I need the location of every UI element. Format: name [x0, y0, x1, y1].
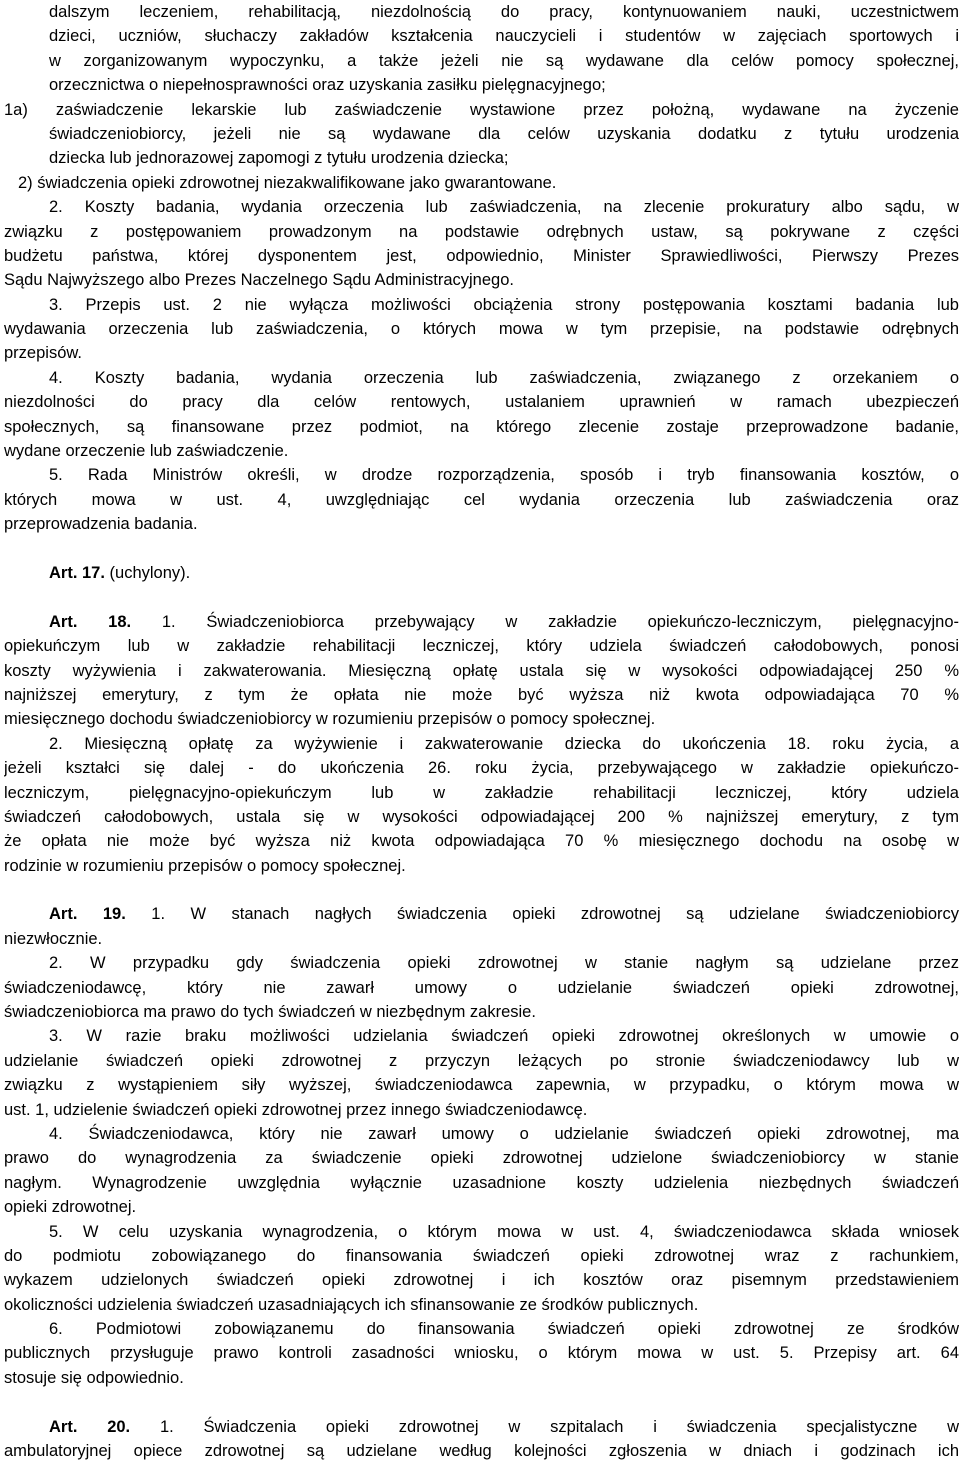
- article-number: Art. 20.: [49, 1417, 131, 1436]
- text-line: [4, 683, 959, 707]
- blank-line: [4, 1390, 959, 1414]
- article-number: Art. 18.: [49, 612, 132, 631]
- line-text: 1. W stanach nagłych świadczenia opieki zdrowotnej są udzielane świadczeniobiorcy: [151, 905, 959, 924]
- line-text: 3. W razie braku możliwości udzielania świadczeń opieki zdrowotnej określonych w umowie o: [49, 1027, 959, 1046]
- text-line: [4, 1195, 959, 1219]
- text-line: [4, 1073, 959, 1097]
- blank-line: [4, 537, 959, 561]
- text-line: [4, 171, 959, 195]
- line-text: koszty wyżywienia i zakwaterowania. Miesięczną opłatę ustala się w wysokości odpowiadającej 250 %: [4, 661, 959, 680]
- text-line: [4, 1317, 959, 1341]
- line-text: ust. 1, udzielenie świadczeń opieki zdrowotnej przez innego świadczeniodawcę.: [4, 1100, 588, 1119]
- text-line: [4, 1171, 959, 1195]
- line-text: stosuje się odpowiednio.: [4, 1368, 184, 1387]
- line-text: opiekuńczym lub w zakładzie rehabilitacji leczniczej, który udziela świadczeń całodobowych, ponosi: [4, 637, 959, 656]
- text-line: [4, 1000, 959, 1024]
- text-line: [4, 659, 959, 683]
- line-text: 2. Koszty badania, wydania orzeczenia lub zaświadczenia, na zlecenie prokuratury albo sądu, w: [49, 198, 959, 217]
- text-line: [4, 293, 959, 317]
- line-text: 2. W przypadku gdy świadczenia opieki zdrowotnej w stanie nagłym są udzielane przez: [49, 954, 959, 973]
- line-text: dzieci, uczniów, słuchaczy zakładów kształcenia nauczycieli i studentów w zajęciach sportowych i: [49, 27, 959, 46]
- line-text: prawo do wynagrodzenia za świadczenie opieki zdrowotnej udzielone świadczeniobiorcy w stanie: [4, 1149, 959, 1168]
- line-text: jeżeli kształci się dalej - do ukończenia 26. roku życia, przebywającego w zakładzie opiekuńczo-: [4, 759, 959, 778]
- text-line: [4, 220, 959, 244]
- text-line: [4, 317, 959, 341]
- line-text: społecznych, są finansowane przez podmiot, na którego zlecenie zostaje przeprowadzone badanie,: [4, 417, 959, 436]
- line-text: związku z wystąpieniem siły wyższej, świadczeniodawca zapewnia, w przypadku, o którym mowa w: [4, 1076, 959, 1095]
- line-text: budżetu państwa, której dysponentem jest, odpowiednio, Minister Sprawiedliwości, Pierwszy Prezes: [4, 246, 959, 265]
- text-line: [4, 829, 959, 853]
- text-line: [4, 634, 959, 658]
- line-text: 5. W celu uzyskania wynagrodzenia, o którym mowa w ust. 4, świadczeniodawca składa wniosek: [49, 1222, 959, 1241]
- article-heading-line: [4, 610, 959, 634]
- line-text: 1a) zaświadczenie lekarskie lub zaświadczenie wystawione przez położną, wydawane na życzenie: [4, 100, 959, 119]
- line-text: wydane orzeczenie lub zaświadczenie.: [4, 442, 289, 461]
- text-line: [4, 1268, 959, 1292]
- line-text: leczniczym, pielęgnacyjno-opiekuńczym lub w zakładzie rehabilitacji leczniczej, który udziela: [4, 783, 959, 802]
- line-text: 4. Koszty badania, wydania orzeczenia lub zaświadczenia, związanego z orzekaniem o: [49, 368, 959, 387]
- text-line: [4, 927, 959, 951]
- text-line: [4, 488, 959, 512]
- text-line: [4, 1220, 959, 1244]
- text-line: [4, 781, 959, 805]
- text-line: [4, 1293, 959, 1317]
- line-text: 4. Świadczeniodawca, który nie zawarł umowy o udzielanie świadczeń opieki zdrowotnej, ma: [49, 1124, 959, 1143]
- line-text: nagłym. Wynagrodzenie uwzględnia wyłącznie uzasadnione koszty udzielenia niezbędnych świadczeń: [4, 1173, 959, 1192]
- line-text: miesięcznego dochodu świadczeniobiorcy w rozumieniu przepisów o pomocy społecznej.: [4, 710, 656, 729]
- text-line: [4, 512, 959, 536]
- text-line: [4, 1146, 959, 1170]
- article-heading-line: [4, 561, 959, 585]
- blank-line: [4, 878, 959, 902]
- line-text: udzielanie świadczeń opieki zdrowotnej z przyczyn leżących po stronie świadczeniodawcy lub w: [4, 1051, 959, 1070]
- line-text: niezdolności do pracy dla celów rentowych, ustalaniem uprawnień w ramach ubezpieczeń: [4, 393, 959, 412]
- article-heading-line: [4, 902, 959, 926]
- line-text: (uchylony).: [109, 563, 191, 582]
- line-text: że opłata nie może być wyższa niż kwota odpowiadająca 70 % miesięcznego dochodu na osobę w: [4, 832, 959, 851]
- text-line: [4, 1366, 959, 1390]
- line-text: wydawania orzeczenia lub zaświadczenia, o których mowa w tym przepisie, na podstawie odrębnych: [4, 320, 959, 339]
- text-line: [4, 1439, 959, 1463]
- text-line: [4, 195, 959, 219]
- article-number: Art. 19.: [49, 905, 126, 924]
- line-text: rodzinie w rozumieniu przepisów o pomocy społecznej.: [4, 856, 406, 875]
- line-text: do podmiotu zobowiązanego do finansowania świadczeń opieki zdrowotnej wraz z rachunkiem,: [4, 1246, 959, 1265]
- blank-line: [4, 585, 959, 609]
- line-text: publicznych przysługuje prawo kontroli zasadności wniosku, o którym mowa w ust. 5. Przepisy art. 64: [4, 1344, 959, 1363]
- line-text: świadczeniodawcę, który nie zawarł umowy o udzielanie świadczeń opieki zdrowotnej,: [4, 978, 959, 997]
- text-line: [4, 439, 959, 463]
- line-text: dziecka lub jednorazowej zapomogi z tytułu urodzenia dziecka;: [49, 149, 509, 168]
- line-text: opieki zdrowotnej.: [4, 1198, 137, 1217]
- text-line: [4, 707, 959, 731]
- article-heading-line: [4, 1415, 959, 1439]
- line-text: 6. Podmiotowi zobowiązanemu do finansowania świadczeń opieki zdrowotnej ze środków: [49, 1320, 959, 1339]
- line-text: okoliczności udzielenia świadczeń uzasadniających ich sfinansowanie ze środków publicznych.: [4, 1295, 699, 1314]
- text-line: [4, 366, 959, 390]
- text-line: [4, 244, 959, 268]
- line-text: świadczeniobiorca ma prawo do tych świadczeń w niezbędnym zakresie.: [4, 1003, 536, 1022]
- text-line: [4, 805, 959, 829]
- line-text: wykazem udzielonych świadczeń opieki zdrowotnej i ich kosztów oraz pisemnym przedstawieniem: [4, 1271, 959, 1290]
- line-text: świadczeniobiorcy, jeżeli nie są wydawane dla celów uzyskania dodatku z tytułu urodzenia: [49, 124, 959, 143]
- line-text: w zorganizowanym wypoczynku, a także jeżeli nie są wydawane dla celów pomocy społecznej,: [49, 51, 959, 70]
- text-line: [4, 146, 959, 170]
- text-line: [4, 341, 959, 365]
- line-text: dalszym leczeniem, rehabilitacją, niezdolnością do pracy, kontynuowaniem nauki, uczestnictwem: [49, 3, 959, 21]
- text-line: [4, 1122, 959, 1146]
- text-line: [4, 122, 959, 146]
- text-line: [4, 1244, 959, 1268]
- line-text: świadczeń całodobowych, ustala się w wysokości odpowiadającej 200 % najniższej emerytury, z tym: [4, 807, 959, 826]
- line-text: 1. Świadczeniobiorca przebywający w zakładzie opiekuńczo-leczniczym, pielęgnacyjno-: [161, 612, 959, 631]
- text-line: [4, 268, 959, 292]
- line-text: 2. Miesięczną opłatę za wyżywienie i zakwaterowanie dziecka do ukończenia 18. roku życia, a: [49, 734, 959, 753]
- text-line: [4, 463, 959, 487]
- text-line: [4, 1098, 959, 1122]
- text-line: [4, 732, 959, 756]
- document-page: [4, 0, 959, 1463]
- text-line: [4, 951, 959, 975]
- line-text: związku z postępowaniem prowadzonym na podstawie odrębnych ustaw, są pokrywane z części: [4, 222, 959, 241]
- line-text: przepisów.: [4, 344, 82, 363]
- line-text: przeprowadzenia badania.: [4, 515, 198, 534]
- text-line: [4, 1049, 959, 1073]
- text-line: [4, 390, 959, 414]
- text-line: [4, 854, 959, 878]
- text-line: [4, 98, 959, 122]
- line-text: orzecznictwa o niepełnosprawności oraz uzyskania zasiłku pielęgnacyjnego;: [49, 76, 606, 95]
- text-line: [4, 415, 959, 439]
- line-text: 1. Świadczenia opieki zdrowotnej w szpitalach i świadczenia specjalistyczne w: [159, 1417, 959, 1436]
- text-line: [4, 73, 959, 97]
- text-line: [4, 1341, 959, 1365]
- text-line: [4, 1024, 959, 1048]
- text-line: [4, 976, 959, 1000]
- line-text: ambulatoryjnej opiece zdrowotnej są udzielane według kolejności zgłoszenia w dniach i godzinach ich: [4, 1442, 959, 1461]
- text-line: [4, 0, 959, 24]
- line-text: najniższej emerytury, z tym że opłata nie może być wyższa niż kwota odpowiadająca 70 %: [4, 685, 959, 704]
- line-text: 3. Przepis ust. 2 nie wyłącza możliwości obciążenia strony postępowania kosztami badania lub: [49, 295, 959, 314]
- text-line: [4, 49, 959, 73]
- line-text: niezwłocznie.: [4, 929, 103, 948]
- line-text: 5. Rada Ministrów określi, w drodze rozporządzenia, sposób i tryb finansowania kosztów, o: [49, 466, 959, 485]
- line-text: Sądu Najwyższego albo Prezes Naczelnego Sądu Administracyjnego.: [4, 271, 514, 290]
- article-number: Art. 17.: [49, 563, 105, 582]
- text-line: [4, 756, 959, 780]
- line-text: 2) świadczenia opieki zdrowotnej niezakwalifikowane jako gwarantowane.: [18, 173, 557, 192]
- text-line: [4, 24, 959, 48]
- line-text: których mowa w ust. 4, uwzględniając cel wydania orzeczenia lub zaświadczenia oraz: [4, 490, 959, 509]
